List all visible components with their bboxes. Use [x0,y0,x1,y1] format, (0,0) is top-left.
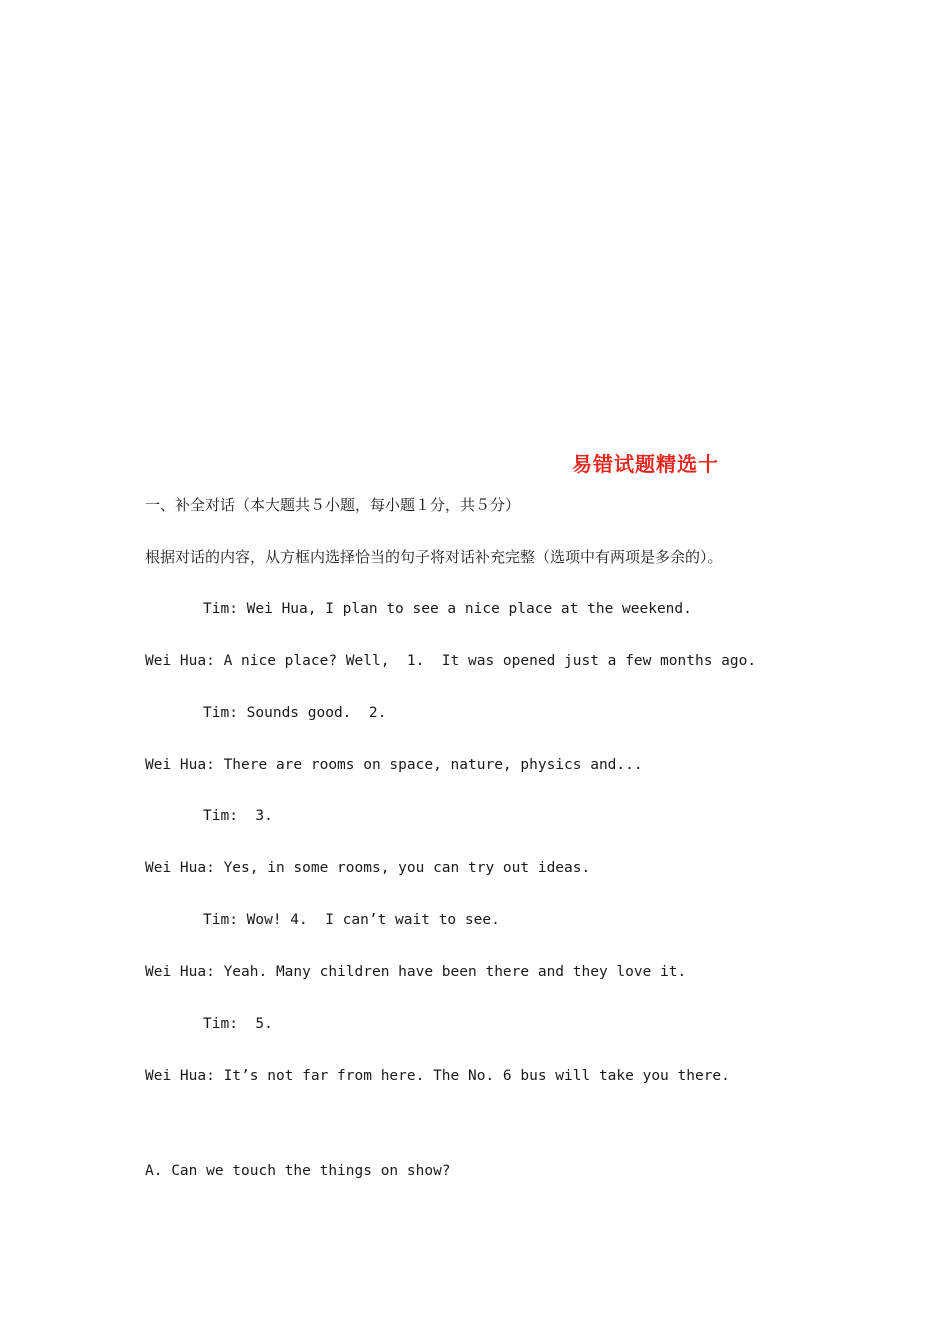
dialogue-line-3: Tim: Sounds good. 2. [203,705,387,721]
page-title: 易错试题精选十 [572,452,719,476]
dialogue-line-10: Wei Hua: It’s not far from here. The No. 6 bus will take you there. [145,1068,730,1084]
dialogue-line-7: Tim: Wow! 4. I can’t wait to see. [203,912,500,928]
dialogue-line-5: Tim: 3. [203,808,273,824]
option-a: A. Can we touch the things on show? [145,1163,451,1179]
dialogue-line-8: Wei Hua: Yeah. Many children have been there and they love it. [145,964,687,980]
dialogue-line-2: Wei Hua: A nice place? Well, 1. It was opened just a few months ago. [145,653,757,669]
section-heading: 一、补全对话（本大题共５小题，每小题１分，共５分） [145,496,521,514]
dialogue-line-4: Wei Hua: There are rooms on space, nature, physics and... [145,757,643,773]
instruction-text: 根据对话的内容，从方框内选择恰当的句子将对话补充完整（选项中有两项是多余的）。 [145,548,723,566]
dialogue-line-9: Tim: 5. [203,1016,273,1032]
dialogue-line-6: Wei Hua: Yes, in some rooms, you can try out ideas. [145,860,591,876]
dialogue-line-1: Tim: Wei Hua, I plan to see a nice place at the weekend. [203,601,692,617]
